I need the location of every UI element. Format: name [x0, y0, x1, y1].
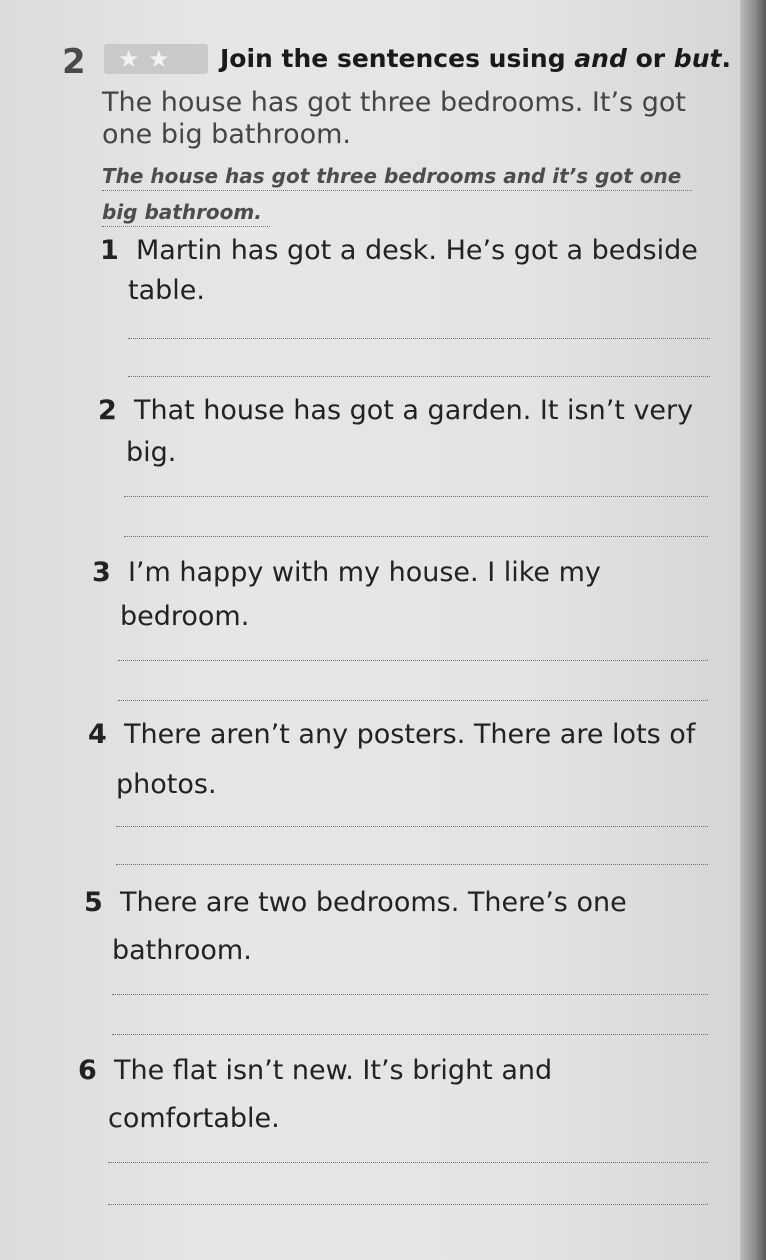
- item-6-sentence-line2: comfortable.: [108, 1103, 280, 1134]
- item-2-sentence-line2: big.: [126, 437, 177, 468]
- item-3-answer-line-2[interactable]: [118, 700, 708, 701]
- item-2-answer-line-2[interactable]: [124, 536, 708, 537]
- exercise-number: 2: [62, 42, 86, 82]
- item-1-answer-line-1[interactable]: [128, 338, 710, 339]
- item-5-answer-line-2[interactable]: [112, 1034, 708, 1035]
- item-4-answer-line-1[interactable]: [116, 826, 708, 827]
- item-1-answer-line-2[interactable]: [128, 376, 710, 377]
- item-1-sentence-line2: table.: [128, 275, 205, 306]
- example-answer-line1: The house has got three bedrooms and it’s got one: [102, 164, 692, 191]
- item-4-sentence-line2: photos.: [116, 769, 217, 800]
- item-3-sentence-line1: 3 I’m happy with my house. I like my: [92, 557, 601, 588]
- item-6-answer-line-1[interactable]: [108, 1162, 708, 1163]
- item-2-sentence-line1: 2 That house has got a garden. It isn’t very: [98, 395, 694, 426]
- item-4-answer-line-2[interactable]: [116, 864, 708, 865]
- item-2-answer-line-1[interactable]: [124, 496, 708, 497]
- example-question-line1: The house has got three bedrooms. It’s got: [102, 87, 686, 118]
- example-question-line2: one big bathroom.: [102, 119, 351, 150]
- item-3-answer-line-1[interactable]: [118, 660, 708, 661]
- item-5-sentence-line2: bathroom.: [112, 935, 252, 966]
- exercise-instruction: Join the sentences using and or but.: [220, 44, 731, 73]
- item-6-answer-line-2[interactable]: [108, 1204, 708, 1205]
- item-6-sentence-line1: 6 The flat isn’t new. It’s bright and: [78, 1055, 553, 1086]
- item-1-sentence-line1: 1 Martin has got a desk. He’s got a bedside: [100, 235, 698, 266]
- difficulty-stars-badge: [104, 44, 208, 74]
- star-icon: ★: [148, 45, 170, 73]
- item-4-sentence-line1: 4 There aren’t any posters. There are lots of: [88, 719, 696, 750]
- item-5-sentence-line1: 5 There are two bedrooms. There’s one: [84, 887, 627, 918]
- item-5-answer-line-1[interactable]: [112, 994, 708, 995]
- star-icon: ★: [118, 45, 140, 73]
- page-edge-shadow: [740, 0, 766, 1260]
- item-3-sentence-line2: bedroom.: [120, 601, 250, 632]
- example-answer-line2: big bathroom.: [102, 200, 270, 227]
